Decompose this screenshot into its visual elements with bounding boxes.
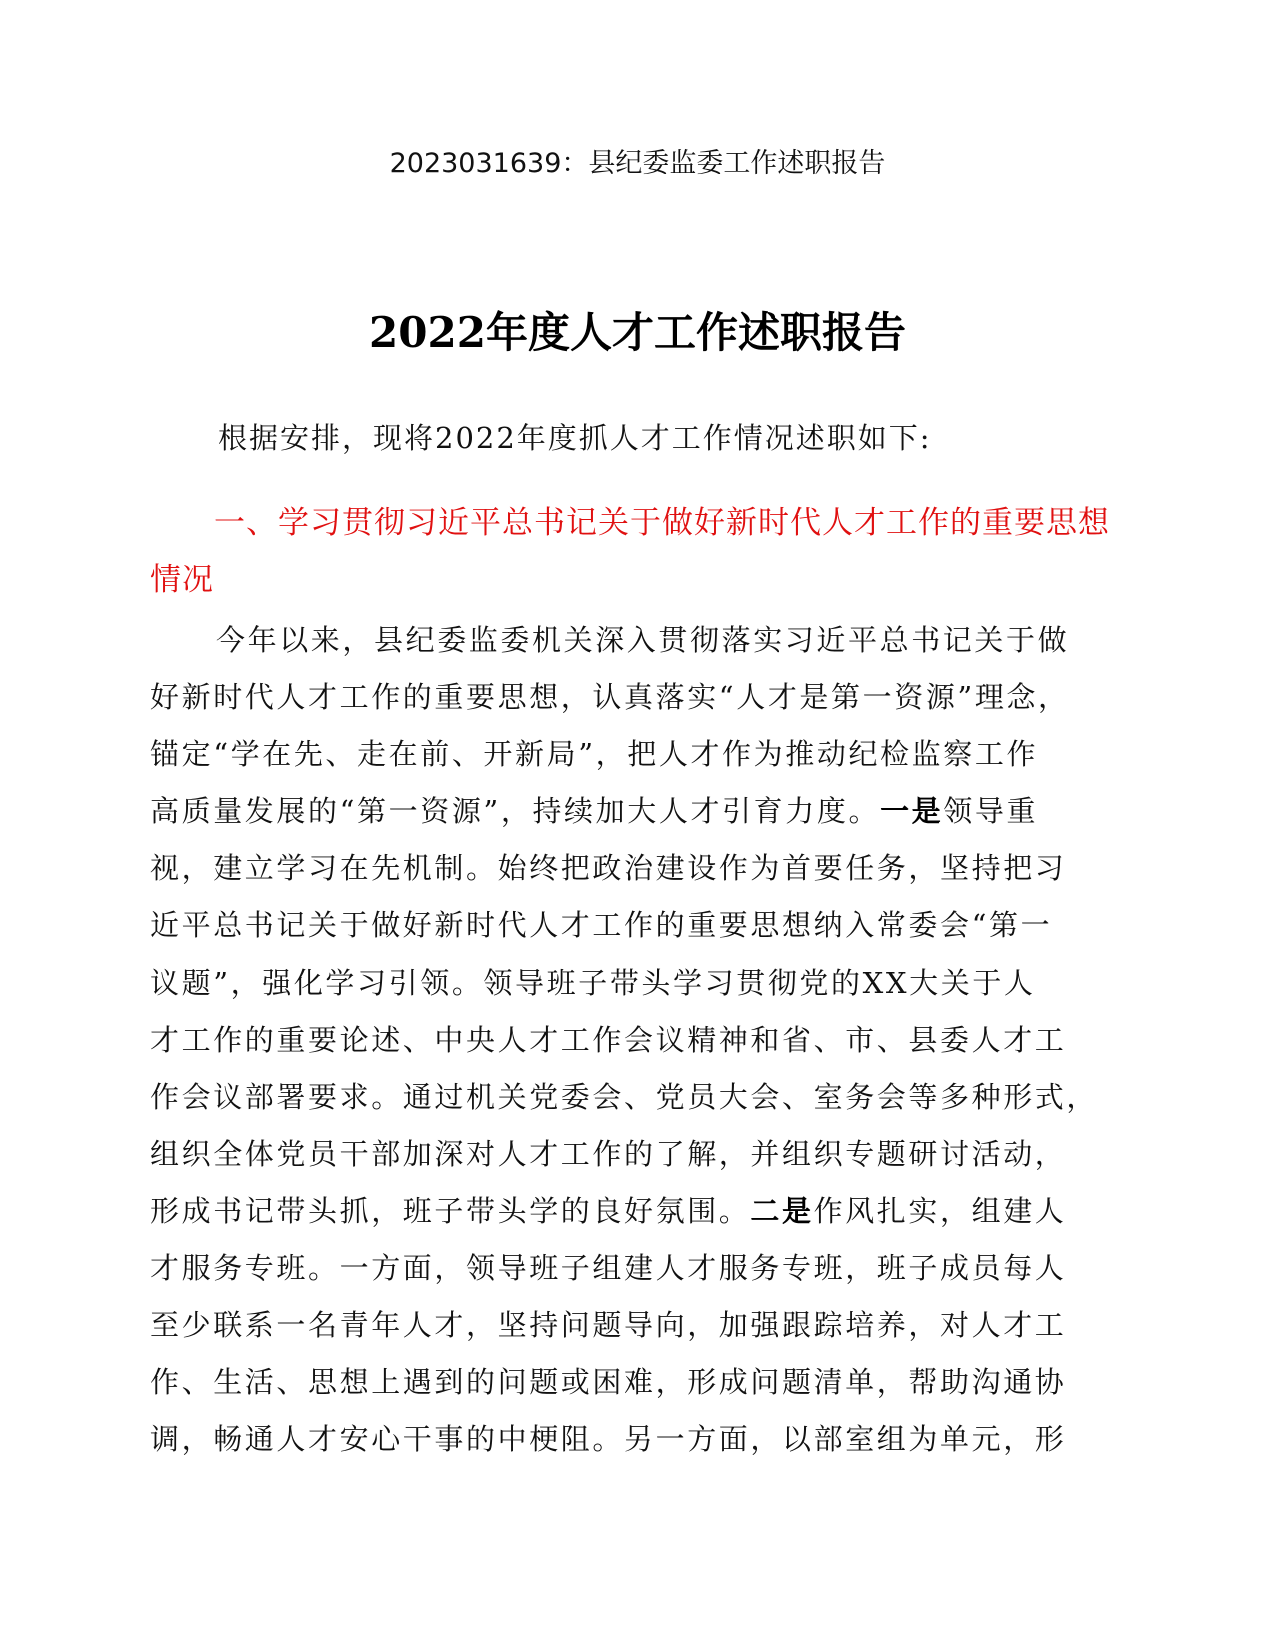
body-line: 至少联系一名青年人才，坚持问题导向，加强跟踪培养，对人才工 bbox=[150, 1308, 1067, 1343]
body-text: 形成书记带头抓，班子带头学的良好氛围。 bbox=[150, 1193, 751, 1228]
body-line: 今年以来，县纪委监委机关深入贯彻落实习近平总书记关于做 bbox=[216, 623, 1070, 657]
body-line: 视，建立学习在先机制。始终把政治建设作为首要任务，坚持把习 bbox=[150, 851, 1067, 886]
body-text: 作风扎实，组建人 bbox=[813, 1193, 1067, 1228]
body-line bbox=[150, 1183, 1140, 1240]
body-text: 领导重 bbox=[943, 794, 1039, 829]
intro-paragraph: 根据安排，现将2022年度抓人才工作情况述职如下: bbox=[218, 421, 932, 455]
body-line: 调，畅通人才安心干事的中梗阻。另一方面，以部室组为单元，形 bbox=[150, 1422, 1067, 1457]
body-line: 锚定“学在先、走在前、开新局”，把人才作为推动纪检监察工作 bbox=[150, 737, 1039, 772]
body-line: 近平总书记关于做好新时代人才工作的重要思想纳入常委会“第一 bbox=[150, 908, 1053, 943]
body-text: 高质量发展的“第一资源”，持续加大人才引育力度。 bbox=[150, 794, 881, 829]
body-line: 好新时代人才工作的重要思想，认真落实“人才是第一资源”理念， bbox=[150, 680, 1070, 715]
body-line: 作会议部署要求。通过机关党委会、党员大会、室务会等多种形式， bbox=[150, 1079, 1099, 1114]
emphasis-text: 二是 bbox=[750, 1193, 814, 1228]
body-line: 议题”，强化学习引领。领导班子带头学习贯彻党的XX大关于人 bbox=[150, 965, 1036, 1000]
emphasis-text: 一是 bbox=[880, 794, 944, 829]
body-line: 才工作的重要论述、中央人才工作会议精神和省、市、县委人才工 bbox=[150, 1022, 1067, 1057]
document-title: 2022年度人才工作述职报告 bbox=[369, 308, 906, 357]
body-line: 组织全体党员干部加深对人才工作的了解，并组织专题研讨活动， bbox=[150, 1136, 1067, 1171]
document-header: 2023031639：县纪委监委工作述职报告 bbox=[389, 148, 886, 179]
body-line: 作、生活、思想上遇到的问题或困难，形成问题清单，帮助沟通协 bbox=[150, 1365, 1067, 1400]
body-paragraph bbox=[150, 612, 1140, 1468]
body-line bbox=[150, 783, 1140, 840]
section-heading-1: 一、学习贯彻习近平总书记关于做好新时代人才工作的重要思想情况 bbox=[150, 505, 1110, 598]
body-line: 才服务专班。一方面，领导班子组建人才服务专班，班子成员每人 bbox=[150, 1251, 1067, 1286]
